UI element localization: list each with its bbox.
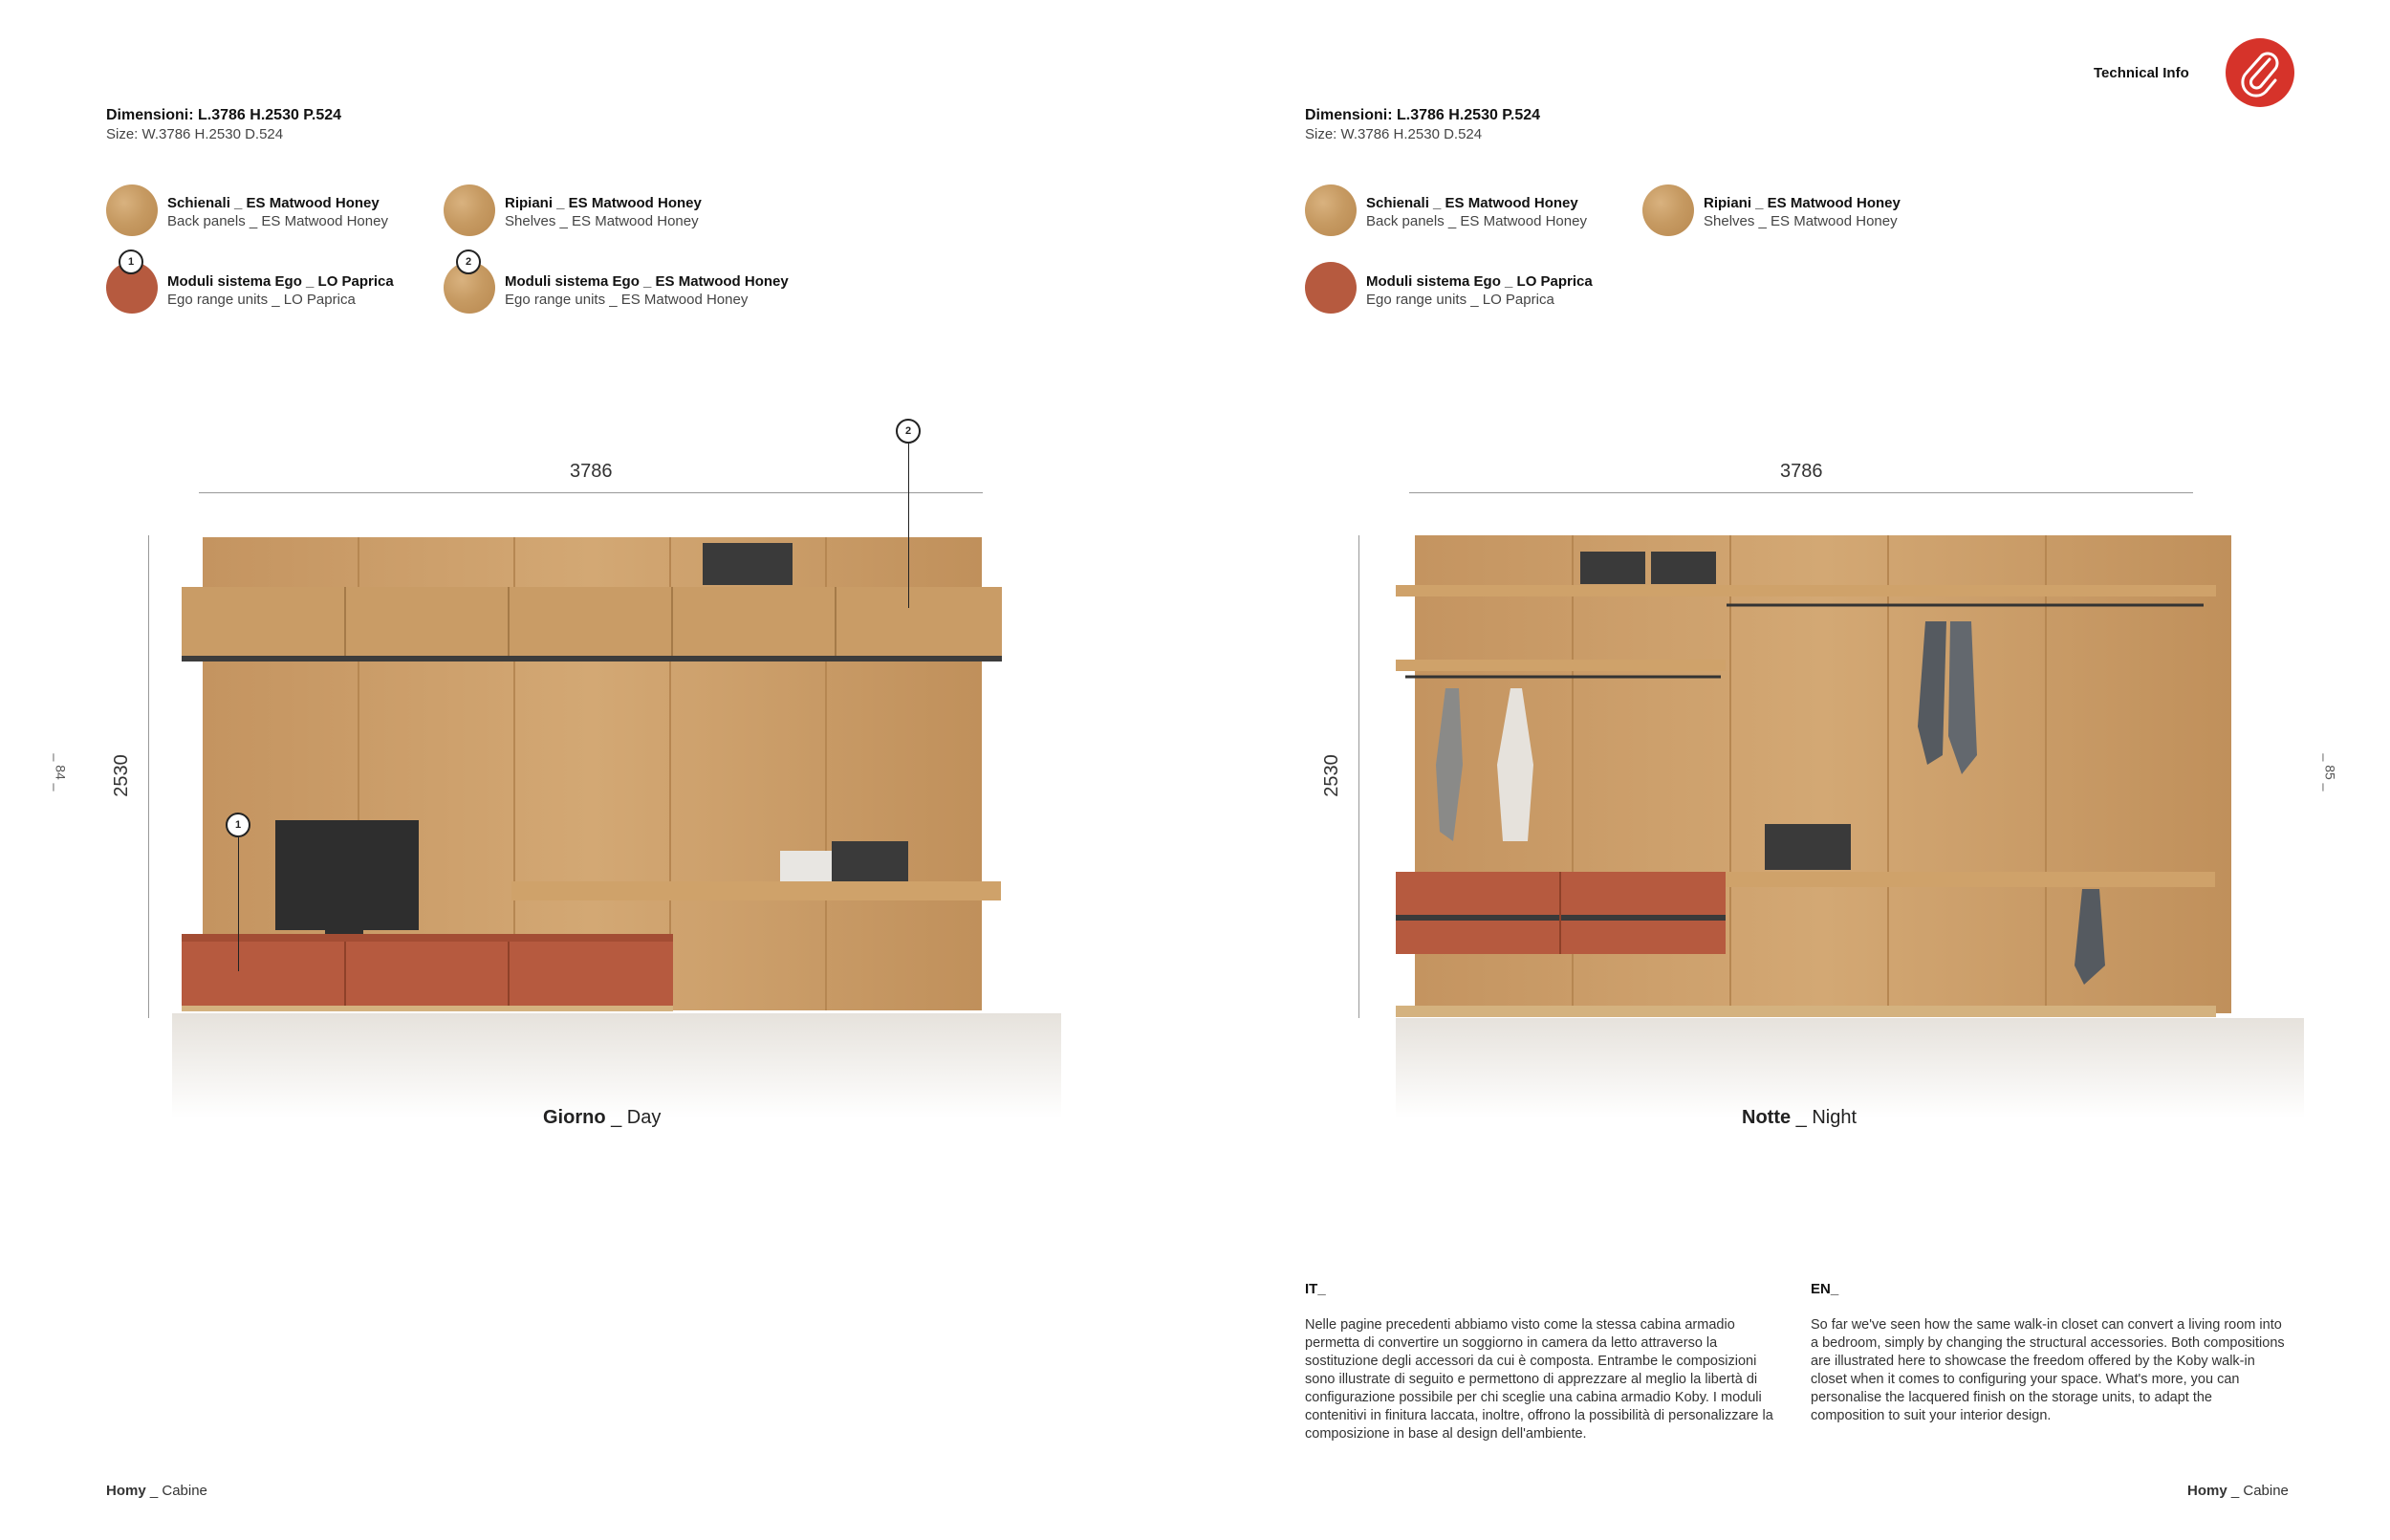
swatch-sub: Back panels _ ES Matwood Honey [167, 213, 388, 229]
en-heading: EN_ [1811, 1281, 1839, 1297]
callout-2: 2 [896, 419, 921, 444]
swatch-back-panels [1305, 184, 1357, 236]
callout-1-leader [238, 837, 239, 971]
it-heading: IT_ [1305, 1281, 1326, 1297]
footer-rest: _ Cabine [145, 1483, 207, 1499]
right-width-label: 3786 [1780, 461, 1823, 482]
badge-2: 2 [456, 249, 481, 274]
caption-rest: _ Night [1791, 1107, 1858, 1128]
left-swatch-3-label [167, 272, 394, 309]
it-body: Nelle pagine precedenti abbiamo visto come la stessa cabina armadio permetta di convertire un soggiorno in camera da letto attraverso la sostituzione degli accessori da cui è composta. Entrambe le composizioni sono illustrate di seguito e permettono di apprezzare al meglio la libertà di configurazione possibile per chi sceglie una cabina armadio Koby. I moduli contenitivi in finitura laccata, inoltre, offrono la possibilità di personalizzare la composizione in base al design dell'ambiente. [1305, 1317, 1773, 1442]
left-page-number: _ 84 _ [53, 753, 69, 792]
swatch-back-panels [106, 184, 158, 236]
technical-info-label: Technical Info [2094, 65, 2189, 81]
swatch-ego-paprica [1305, 262, 1357, 314]
left-caption [543, 1107, 661, 1129]
callout-1: 1 [226, 813, 250, 837]
left-swatch-1-label [167, 194, 388, 230]
footer-bold: Homy [106, 1483, 146, 1499]
left-width-label: 3786 [570, 461, 613, 482]
swatch-title: Ripiani _ ES Matwood Honey [1704, 195, 1901, 211]
swatch-sub: Shelves _ ES Matwood Honey [505, 213, 699, 229]
left-dim-title: Dimensioni: L.3786 H.2530 P.524 [106, 107, 342, 123]
footer-bold: Homy [2187, 1483, 2227, 1499]
left-footer [106, 1483, 207, 1499]
bedroom-composition-image [1377, 516, 2333, 1128]
right-dim-title: Dimensioni: L.3786 H.2530 P.524 [1305, 107, 1541, 123]
right-dimensions [1305, 107, 1540, 142]
right-height-label: 2530 [1320, 754, 1342, 797]
swatch-title: Moduli sistema Ego _ LO Paprica [167, 273, 394, 290]
swatch-shelves [1642, 184, 1694, 236]
swatch-title: Schienali _ ES Matwood Honey [1366, 195, 1578, 211]
swatch-title: Ripiani _ ES Matwood Honey [505, 195, 702, 211]
right-width-line [1409, 492, 2193, 493]
paperclip-icon[interactable] [2226, 38, 2294, 107]
swatch-sub: Ego range units _ LO Paprica [167, 292, 356, 308]
right-swatch-2-label [1704, 194, 1901, 230]
swatch-sub: Ego range units _ ES Matwood Honey [505, 292, 749, 308]
en-body: So far we've seen how the same walk-in closet can convert a living room into a bedroom, simply by changing the structural accessories. Both compositions are illustrated here to showcase the freedom offered by the Koby walk-in closet when it comes to configuring your space. What's more, you can personalise the lacquered finish on the storage units, to adapt the composition to suit your interior design. [1811, 1317, 2285, 1423]
swatch-title: Schienali _ ES Matwood Honey [167, 195, 380, 211]
caption-bold: Giorno [543, 1107, 606, 1128]
right-dim-sub: Size: W.3786 H.2530 D.524 [1305, 126, 1483, 142]
left-height-label: 2530 [110, 754, 132, 797]
swatch-sub: Ego range units _ LO Paprica [1366, 292, 1554, 308]
left-width-line [199, 492, 983, 493]
left-dimensions [106, 107, 341, 142]
left-swatch-4-label [505, 272, 789, 309]
right-swatch-1-label [1366, 194, 1587, 230]
right-height-line [1358, 535, 1359, 1018]
left-swatch-2-label [505, 194, 702, 230]
caption-bold: Notte [1742, 1107, 1792, 1128]
caption-rest: _ Day [605, 1107, 662, 1128]
right-footer [2187, 1483, 2289, 1499]
footer-rest: _ Cabine [2227, 1483, 2289, 1499]
callout-2-leader [908, 444, 909, 608]
badge-1: 1 [119, 249, 143, 274]
living-room-composition-image [134, 516, 1090, 1128]
swatch-title: Moduli sistema Ego _ LO Paprica [1366, 273, 1593, 290]
swatch-sub: Shelves _ ES Matwood Honey [1704, 213, 1898, 229]
left-dim-sub: Size: W.3786 H.2530 D.524 [106, 126, 284, 142]
right-page-number: _ 85 _ [2322, 753, 2338, 792]
swatch-title: Moduli sistema Ego _ ES Matwood Honey [505, 273, 789, 290]
swatch-sub: Back panels _ ES Matwood Honey [1366, 213, 1587, 229]
swatch-shelves [444, 184, 495, 236]
right-caption [1742, 1107, 1857, 1129]
right-swatch-3-label [1366, 272, 1593, 309]
